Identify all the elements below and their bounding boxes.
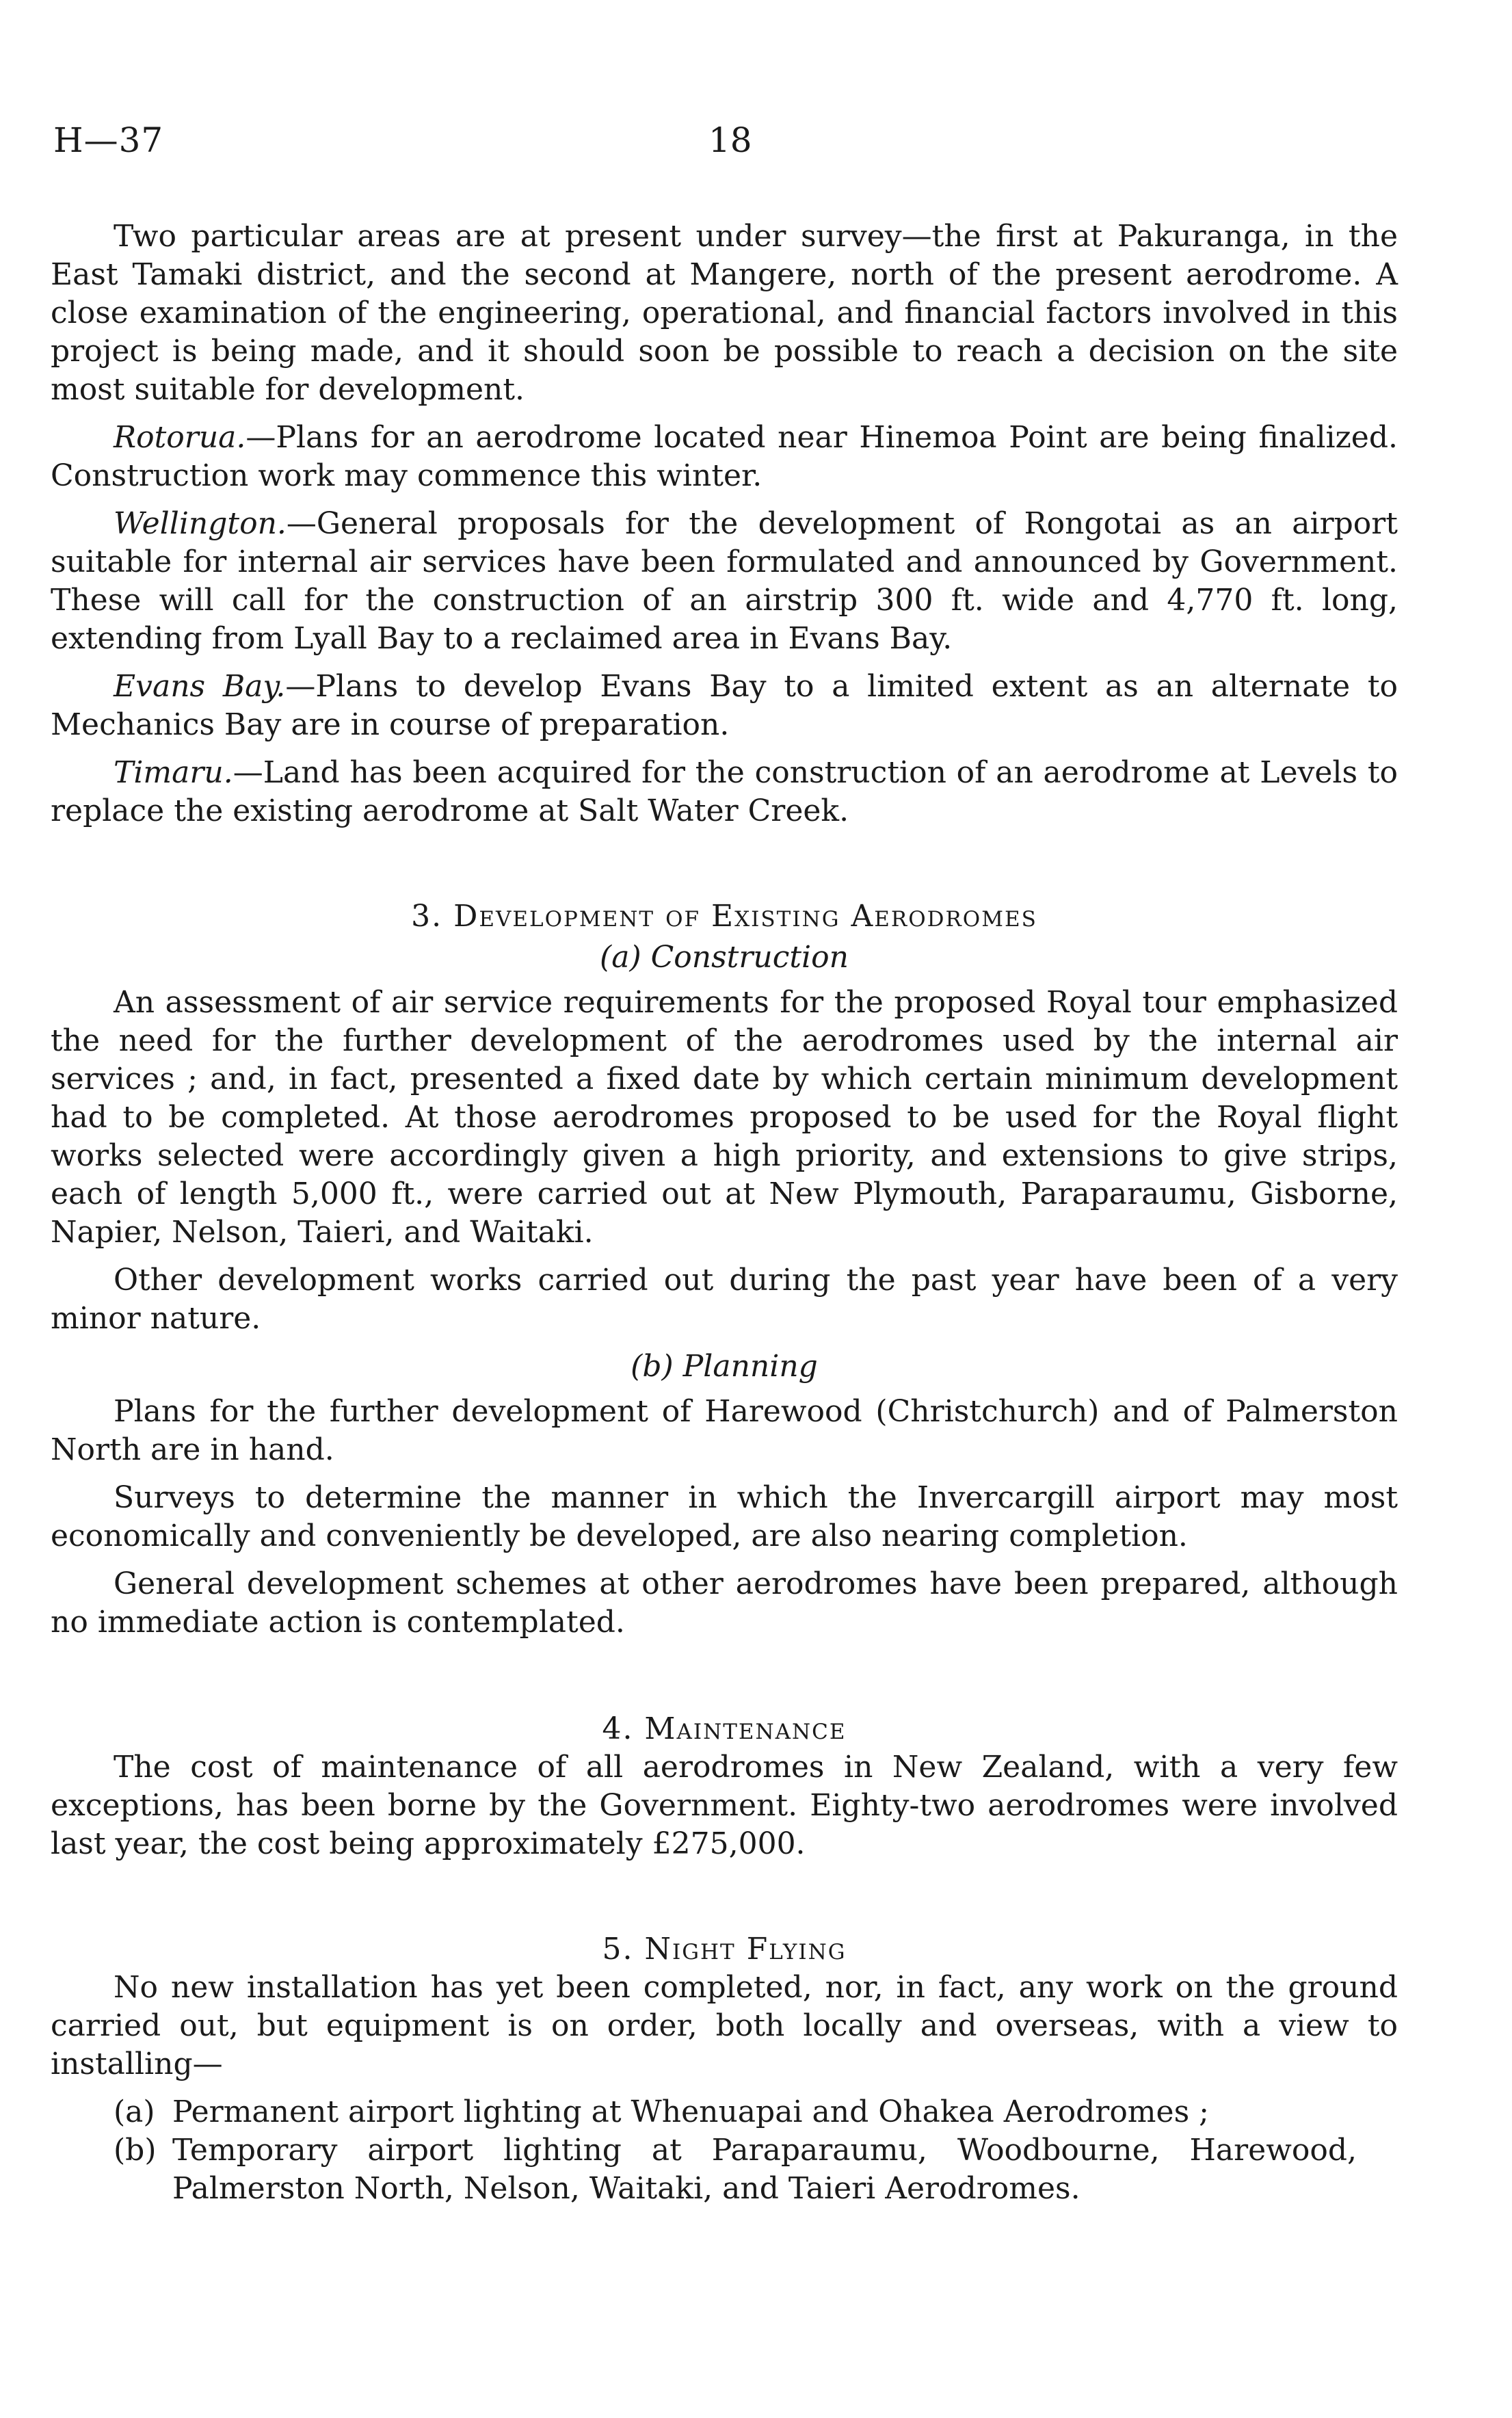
place-name: Evans Bay. — [114, 669, 286, 704]
document-body — [51, 218, 1398, 2208]
place-text: —Land has been acquired for the construction of an aerodrome at Levels to replace the existing aerodrome at Salt Water Creek. — [51, 755, 1398, 828]
intro-paragraph: Two particular areas are at present under survey—the first at Pakuranga, in the East Tamaki district, and the second at Mangere, north of the present aerodrome. A close examination of the engineering, operational, and financial factors involved in this project is being made, and it should soon be possible to reach a decision on the site most suitable for development. — [51, 219, 1398, 407]
maintenance-paragraph: The cost of maintenance of all aerodromes in New Zealand, with a very few exceptions, has been borne by the Government. Eighty-two aerodromes were involved last year, the cost being approximately £275,000. — [51, 1750, 1398, 1861]
section-5-heading: 5. Night Flying — [602, 1932, 847, 1967]
night-flying-paragraph: No new installation has yet been completed, nor, in fact, any work on the ground carried out, but equipment is on order, both locally and overseas, with a view to installing— — [51, 1970, 1398, 2081]
construction-subheading: (a) Construction — [600, 940, 849, 975]
list-item-label: (b) — [114, 2133, 157, 2168]
place-name: Rotorua. — [114, 420, 246, 455]
construction-paragraph: An assessment of air service requirements for the proposed Royal tour emphasized the need for the further development of the aerodromes used by the internal air services ; and, in fact, presented a fixed date by which certain minimum development had to be completed. At those aerodromes proposed to be used for the Royal flight works selected were accordingly given a high priority, and extensions to give strips, each of length 5,000 ft., were carried out at New Plymouth, Paraparaumu, Gisborne, Napier, Nelson, Taieri, and Waitaki. — [51, 985, 1398, 1250]
construction-paragraph: Other development works carried out during the past year have been of a very minor nature. — [51, 1263, 1398, 1336]
planning-paragraph: Surveys to determine the manner in which the Invercargill airport may most economically and conveniently be developed, are also nearing completion. — [51, 1480, 1398, 1553]
place-paragraph-wellington — [51, 505, 1398, 658]
place-paragraph-evans-bay — [51, 668, 1398, 744]
list-item — [51, 2093, 1357, 2131]
page-header — [0, 120, 1512, 175]
list-item-text: Temporary airport lighting at Paraparaumu, Woodbourne, Harewood, Palmerston North, Nelson, Waitaki, and Taieri Aerodromes. — [172, 2133, 1357, 2206]
section-4-heading: 4. Maintenance — [602, 1711, 847, 1746]
list-item — [51, 2131, 1357, 2208]
list-item-label: (a) — [114, 2094, 155, 2129]
place-name: Wellington. — [114, 506, 287, 541]
page-number: 18 — [708, 120, 752, 160]
place-text: —General proposals for the development of Rongotai as an airport suitable for internal air services have been formulated and announced by Government. These will call for the construction of an airstrip 300 ft. wide and 4,770 ft. long, extending from Lyall Bay to a reclaimed area in Evans Bay. — [51, 506, 1398, 656]
planning-paragraph: General development schemes at other aerodromes have been prepared, although no immediate action is contemplated. — [51, 1566, 1398, 1640]
installation-list — [51, 2093, 1398, 2208]
place-text: —Plans for an aerodrome located near Hinemoa Point are being finalized. Construction work may commence this winter. — [51, 420, 1398, 493]
place-paragraph-timaru — [51, 754, 1398, 830]
place-name: Timaru. — [114, 755, 233, 790]
planning-subheading: (b) Planning — [631, 1349, 818, 1384]
planning-paragraph: Plans for the further development of Harewood (Christchurch) and of Palmerston North are in hand. — [51, 1394, 1398, 1467]
list-item-text: Permanent airport lighting at Whenuapai and Ohakea Aerodromes ; — [172, 2094, 1209, 2129]
section-3-heading: 3. Development of Existing Aerodromes — [411, 899, 1037, 934]
place-paragraph-rotorua — [51, 419, 1398, 495]
place-text: —Plans to develop Evans Bay to a limited extent as an alternate to Mechanics Bay are in course of preparation. — [51, 669, 1398, 742]
document-code: H—37 — [53, 120, 164, 160]
